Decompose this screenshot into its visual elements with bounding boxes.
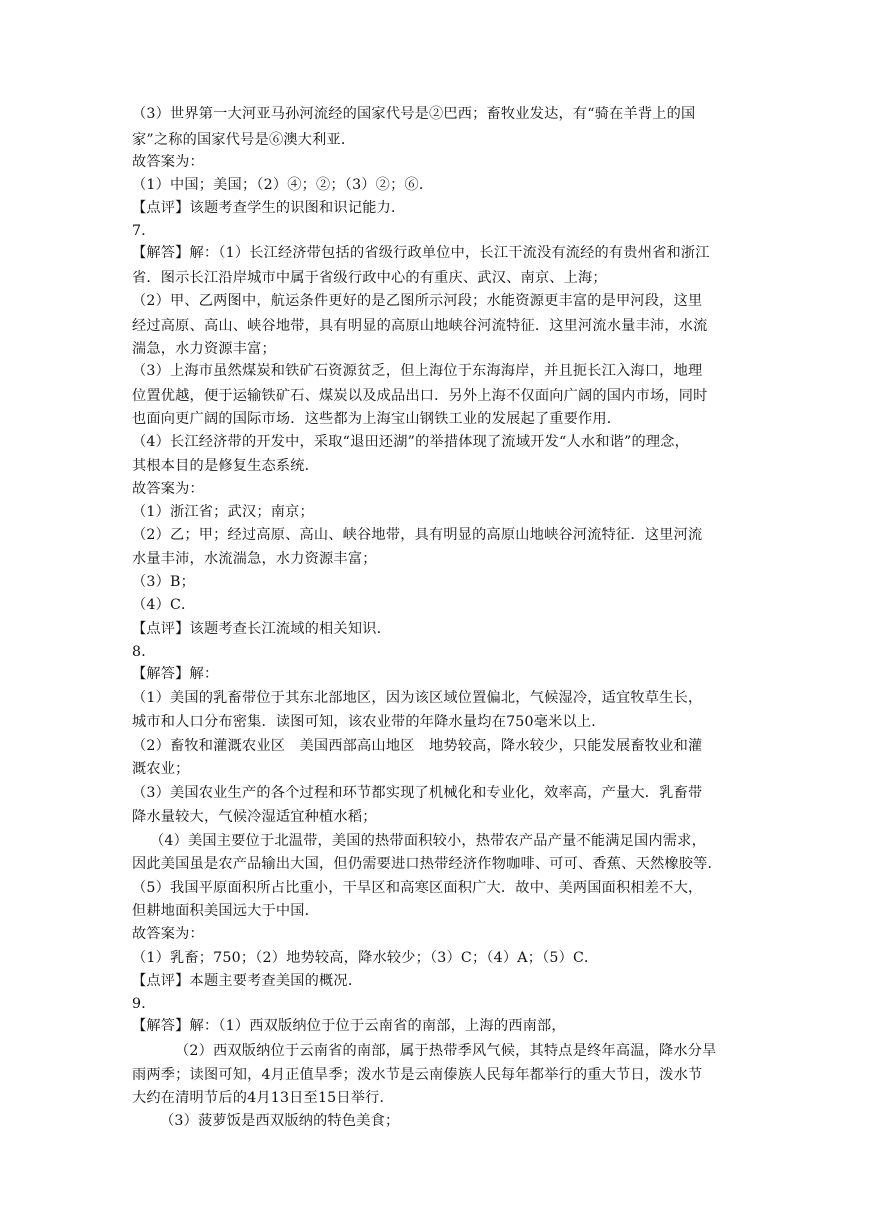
text-line: （2）西双版纳位于云南省的南部，属于热带季风气候，其特点是终年高温，降水分旱 xyxy=(175,1043,717,1059)
text-line: （4）C． xyxy=(132,597,196,613)
text-line: 家”之称的国家代号是⑥澳大利亚． xyxy=(132,132,356,148)
text-line: 经过高原、高山、峡谷地带，具有明显的高原山地峡谷河流特征．这里河流水量丰沛，水流 xyxy=(132,318,708,334)
text-line: 省．图示长江沿岸城市中属于省级行政中心的有重庆、武汉、南京、上海； xyxy=(132,270,607,286)
text-line: （3）B； xyxy=(132,574,196,590)
text-line: 大约在清明节后的4月13日至15日举行． xyxy=(132,1090,394,1106)
text-line: 雨两季；读图可知，4月正值旱季；泼水节是云南傣族人民每年都举行的重大节日，泼水节 xyxy=(132,1067,703,1083)
question-number: 8． xyxy=(132,644,156,660)
text-line: 【解答】解：（1）长江经济带包括的省级行政单位中，长江干流没有流经的有贵州省和浙江 xyxy=(132,245,710,261)
text-line: 故答案为： xyxy=(132,154,204,170)
text-line: 【点评】该题考查学生的识图和识记能力． xyxy=(132,200,406,216)
text-line: 【解答】解： xyxy=(132,666,219,682)
text-line: （4）长江经济带的开发中，采取“退田还湖”的举措体现了流域开发“人水和谐”的理念， xyxy=(132,434,689,450)
text-line: 因此美国虽是农产品输出大国，但仍需要进口热带经济作物咖啡、可可、香蕉、天然橡胶等． xyxy=(132,856,722,872)
text-line: （1）中国；美国；（2）④；②；（3）②；⑥． xyxy=(132,177,434,193)
text-line: 位置优越，便于运输铁矿石、煤炭以及成品出口．另外上海不仅面向广阔的国内市场，同时 xyxy=(132,388,708,404)
text-line: （2）乙；甲；经过高原、高山、峡谷地带，具有明显的高原山地峡谷河流特征．这里河流 xyxy=(132,527,703,543)
text-line: （1）乳畜；750；（2）地势较高，降水较少；（3）C；（4）A；（5）C． xyxy=(132,950,599,966)
text-line: 也面向更广阔的国际市场．这些都为上海宝山钢铁工业的发展起了重要作用． xyxy=(132,411,622,427)
text-line: （5）我国平原面积所占比重小，干旱区和高寒区面积广大．故中、美两国面积相差不大， xyxy=(132,880,703,896)
text-line: 城市和人口分布密集．读图可知，该农业带的年降水量均在750毫米以上． xyxy=(132,714,606,730)
text-line: （1）美国的乳畜带位于其东北部地区，因为该区域位置偏北，气候湿冷，适宜牧草生长， xyxy=(132,690,703,706)
text-line: （3）上海市虽然煤炭和铁矿石资源贫乏，但上海位于东海海岸，并且扼长江入海口，地理 xyxy=(132,363,703,379)
text-line: （3）世界第一大河亚马孙河流经的国家代号是②巴西；畜牧业发达，有“骑在羊背上的国 xyxy=(132,106,696,122)
text-line: 【点评】本题主要考查美国的概况． xyxy=(132,973,363,989)
text-line: 溉农业； xyxy=(132,761,190,777)
text-line: 但耕地面积美国远大于中国． xyxy=(132,903,320,919)
text-line: （1）浙江省；武汉；南京； xyxy=(132,504,314,520)
text-line: 其根本目的是修复生态系统． xyxy=(132,458,320,474)
text-line: （2）甲、乙两图中，航运条件更好的是乙图所示河段；水能资源更丰富的是甲河段，这里 xyxy=(132,293,703,309)
text-line: 故答案为： xyxy=(132,481,204,497)
text-line: 【点评】该题考查长江流域的相关知识． xyxy=(132,621,391,637)
text-line: （3）美国农业生产的各个过程和环节都实现了机械化和专业化，效率高，产量大．乳畜带 xyxy=(132,785,703,801)
text-line: 故答案为： xyxy=(132,926,204,942)
text-line: （3）菠萝饭是西双版纳的特色美食； xyxy=(160,1113,400,1129)
text-line: 水量丰沛，水流湍急，水力资源丰富； xyxy=(132,551,377,567)
text-line: （4）美国主要位于北温带，美国的热带面积较小，热带农产品产量不能满足国内需求， xyxy=(150,833,706,849)
question-number: 9． xyxy=(132,996,156,1012)
text-line: 湍急，水力资源丰富； xyxy=(132,341,276,357)
text-line: （2）畜牧和灌溉农业区 美国西部高山地区 地势较高，降水较少，只能发展畜牧业和灌 xyxy=(132,738,703,754)
text-line: 降水量较大，气候冷湿适宜种植水稻； xyxy=(132,809,377,825)
question-number: 7． xyxy=(132,223,156,239)
text-line: 【解答】解：（1）西双版纳位于位于云南省的南部，上海的西南部， xyxy=(132,1018,566,1034)
